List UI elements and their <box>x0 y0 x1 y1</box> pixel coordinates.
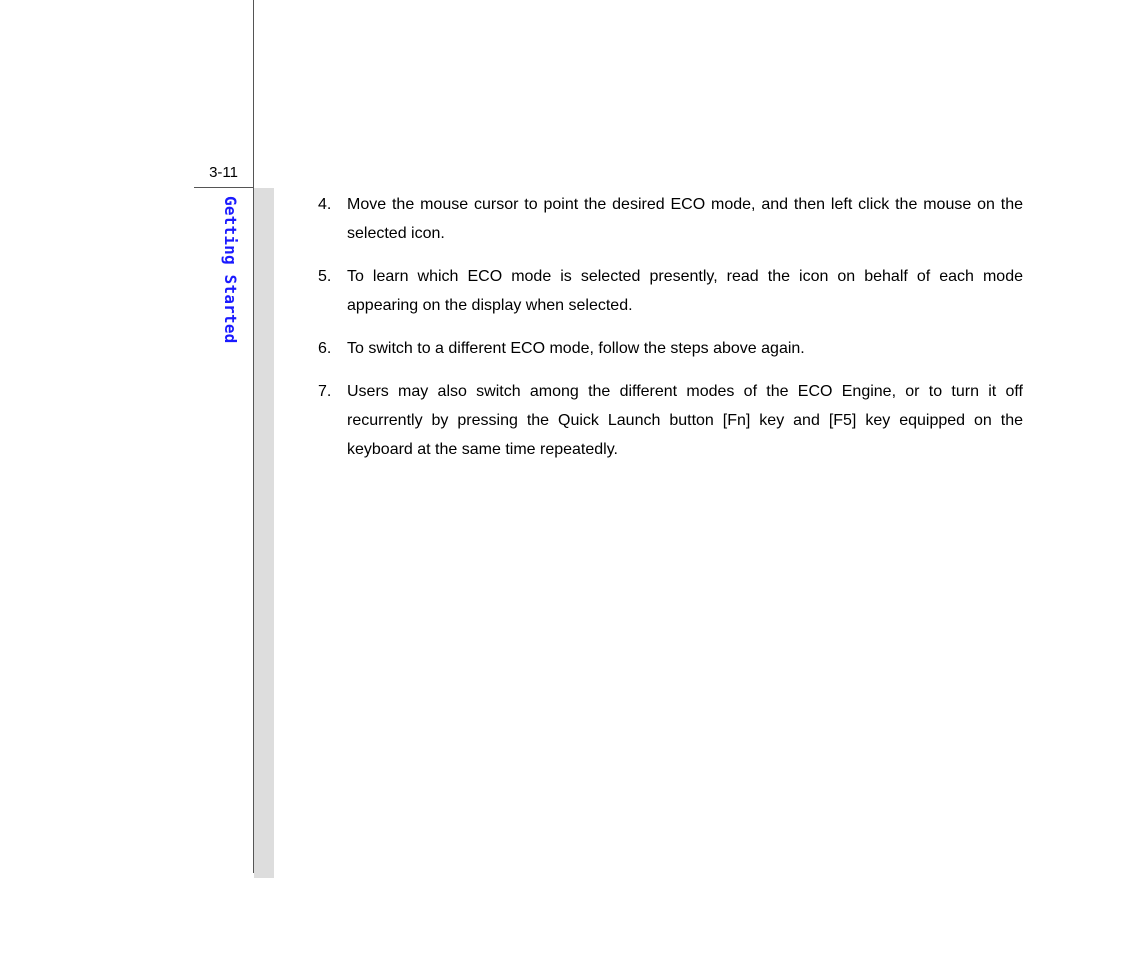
step-text: To learn which ECO mode is selected presently, read the icon on behalf of each mode appearing on the display when selected. <box>347 268 1023 314</box>
step-number: 7. <box>318 383 332 400</box>
page-number: 3-11 <box>209 164 238 181</box>
list-item <box>318 190 1023 248</box>
step-text: To switch to a different ECO mode, follow the steps above again. <box>347 340 805 357</box>
step-number: 4. <box>318 196 332 213</box>
step-list <box>318 190 1023 478</box>
side-gray-bar <box>254 188 274 878</box>
page-number-underline <box>194 187 254 188</box>
step-number: 6. <box>318 340 332 357</box>
step-text: Move the mouse cursor to point the desired ECO mode, and then left click the mouse on the selected icon. <box>347 196 1023 242</box>
step-text: Users may also switch among the different modes of the ECO Engine, or to turn it off recurrently by pressing the Quick Launch button [Fn] key and [F5] key equipped on the keyboard at the same time repeatedly. <box>347 383 1023 458</box>
section-title: Getting Started <box>221 196 240 344</box>
list-item <box>318 334 1023 363</box>
list-item <box>318 262 1023 320</box>
list-item <box>318 377 1023 464</box>
step-number: 5. <box>318 268 332 285</box>
